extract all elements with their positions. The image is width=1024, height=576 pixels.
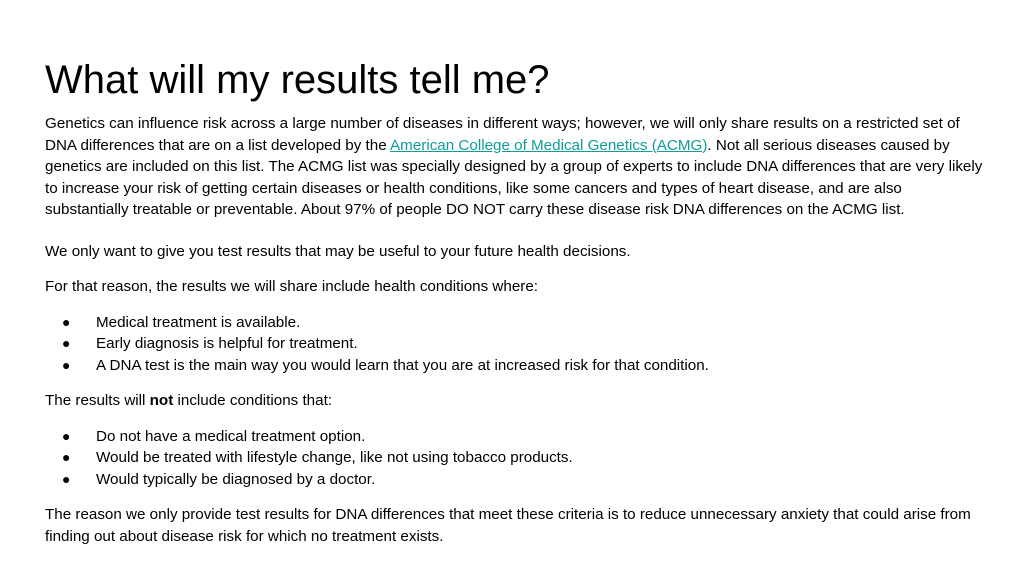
list-item-text: Do not have a medical treatment option. — [96, 427, 366, 445]
list-item-text: Medical treatment is available. — [96, 313, 301, 331]
list-item-text: Early diagnosis is helpful for treatment. — [96, 335, 358, 352]
list-item — [45, 426, 985, 448]
intro-paragraph — [45, 113, 985, 221]
bullet-icon: ● — [62, 356, 71, 373]
list-item — [45, 312, 985, 334]
list-item-text: Would typically be diagnosed by a doctor. — [96, 470, 376, 488]
acmg-link[interactable]: American College of Medical Genetics (ACMG) — [390, 136, 708, 154]
intro-text-part2: . Not all serious diseases caused by genetics are included on this list. The ACMG list was specially designed by a group of experts to include DNA differences that are very likely to increase your risk of getting certain diseases or health conditions, like some cancers and types of heart disease, and are also substantially treatable or preventable. About 97% of people DO NOT carry these disease risk DNA differences on the ACMG list. — [45, 136, 983, 218]
list-item-text: A DNA test is the main way you would learn that you are at increased risk for that condition. — [96, 356, 709, 374]
exclude-intro-emphasis: not — [149, 392, 174, 409]
exclude-intro-before: The results will — [45, 392, 150, 409]
slide-body — [45, 113, 985, 547]
bullet-icon: ● — [62, 470, 71, 487]
exclude-intro-after: include conditions that: — [173, 392, 333, 409]
bullet-icon: ● — [62, 449, 71, 465]
include-intro: For that reason, the results we will share include health conditions where: — [45, 278, 539, 295]
closing-paragraph: The reason we only provide test results for DNA differences that meet these criteria is to reduce unnecessary anxiety that could arise from finding out about disease risk for which no treatment exists. — [45, 506, 971, 545]
bullet-icon: ● — [62, 427, 71, 444]
list-item-text: Would be treated with lifestyle change, like not using tobacco products. — [96, 449, 573, 466]
bullet-icon: ● — [62, 335, 71, 351]
list-item — [45, 447, 985, 469]
exclude-list — [45, 426, 985, 491]
list-item — [45, 469, 985, 491]
exclude-intro — [45, 390, 985, 412]
list-item — [45, 333, 985, 355]
useful-statement: We only want to give you test results that may be useful to your future health decisions. — [45, 242, 631, 260]
slide-title: What will my results tell me? — [45, 58, 550, 102]
intro-text-part1: Genetics can influence risk across a large number of diseases in different ways; however, we will only share results on a restricted set of DNA differences that are on a list developed by the — [45, 115, 960, 154]
include-list — [45, 312, 985, 377]
list-item — [45, 355, 985, 377]
bullet-icon: ● — [62, 313, 71, 330]
